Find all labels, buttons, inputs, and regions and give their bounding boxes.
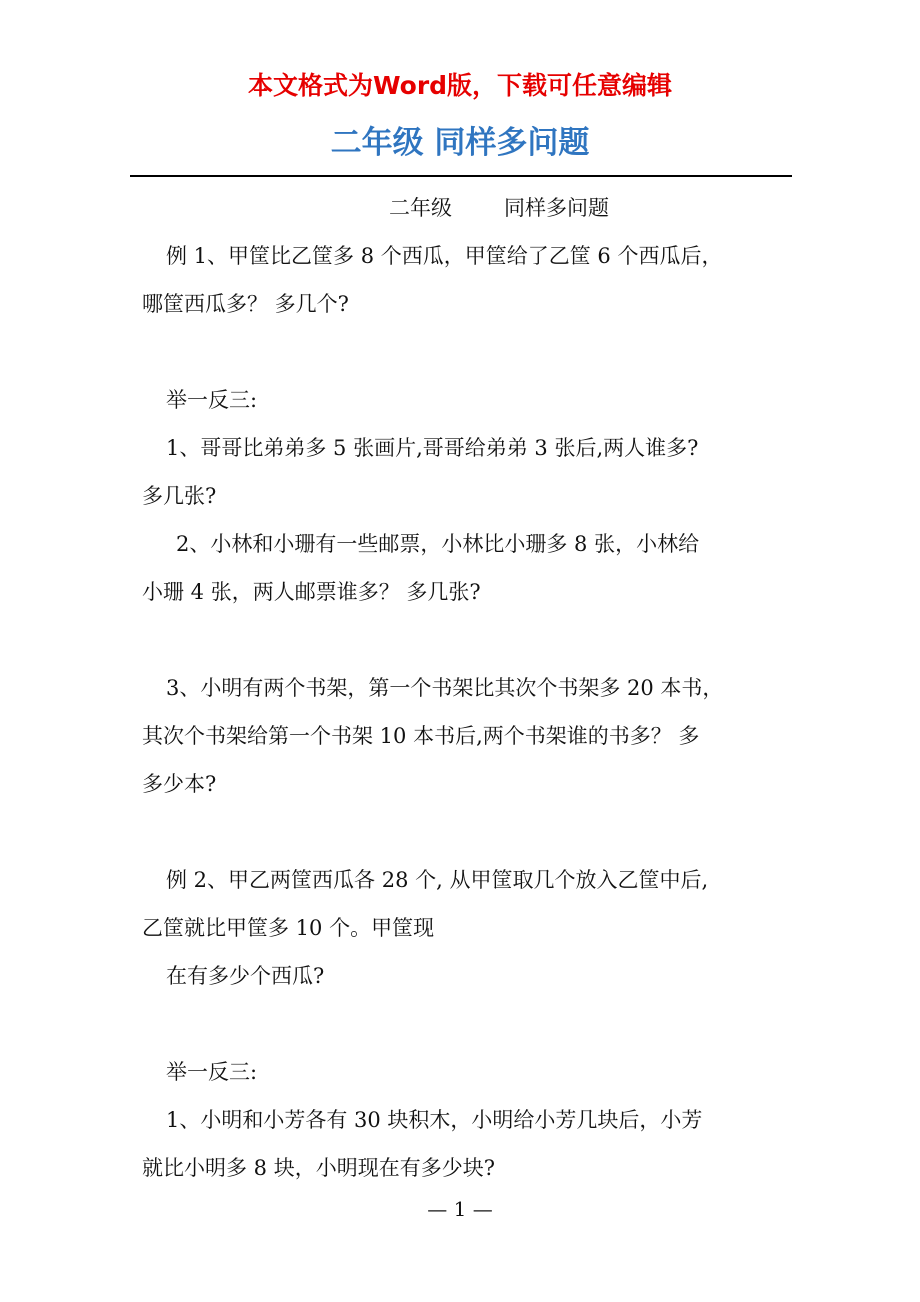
document-body [142,184,782,1192]
practice-1-heading: 举一反三: [166,388,258,412]
document-title: 二年级 同样多问题 [330,125,590,161]
page-number: — 1 — [427,1197,493,1221]
download-banner: 本文格式为Word版，下载可任意编辑 [247,71,673,100]
title-divider [130,175,792,177]
practice-1-question-2-line-2: 小珊 4 张，两人邮票谁多？ 多几张? [142,580,481,604]
practice-2-heading: 举一反三: [166,1060,258,1084]
practice-2-question-1-line-2: 就比小明多 8 块，小明现在有多少块? [142,1156,495,1180]
example-1-line-1: 例 1、甲筐比乙筐多 8 个西瓜，甲筐给了乙筐 6 个西瓜后， [166,244,723,268]
example-1-line-2: 哪筐西瓜多？ 多几个? [142,292,349,316]
section-header-topic: 同样多问题 [504,196,609,220]
example-2-line-2: 乙筐就比甲筐多 10 个。甲筐现 [142,916,435,940]
example-2-line-3: 在有多少个西瓜? [166,964,325,988]
example-2-line-1: 例 2、甲乙两筐西瓜各 28 个, 从甲筐取几个放入乙筐中后, [166,868,709,892]
practice-1-question-3-line-1: 3、小明有两个书架，第一个书架比其次个书架多 20 本书， [166,676,724,700]
practice-1-question-3-line-2: 其次个书架给第一个书架 10 本书后,两个书架谁的书多？ 多 [142,724,700,748]
practice-1-question-2-line-1: 2、小林和小珊有一些邮票，小林比小珊多 8 张，小林给 [176,532,700,556]
practice-1-question-1-line-1: 1、哥哥比弟弟多 5 张画片,哥哥给弟弟 3 张后,两人谁多? [166,436,699,460]
practice-1-question-3-line-3: 多少本? [142,772,217,796]
section-header-grade: 二年级 [389,196,452,220]
practice-1-question-1-line-2: 多几张? [142,484,217,508]
section-header [142,184,782,232]
practice-2-question-1-line-1: 1、小明和小芳各有 30 块积木，小明给小芳几块后，小芳 [166,1108,703,1132]
